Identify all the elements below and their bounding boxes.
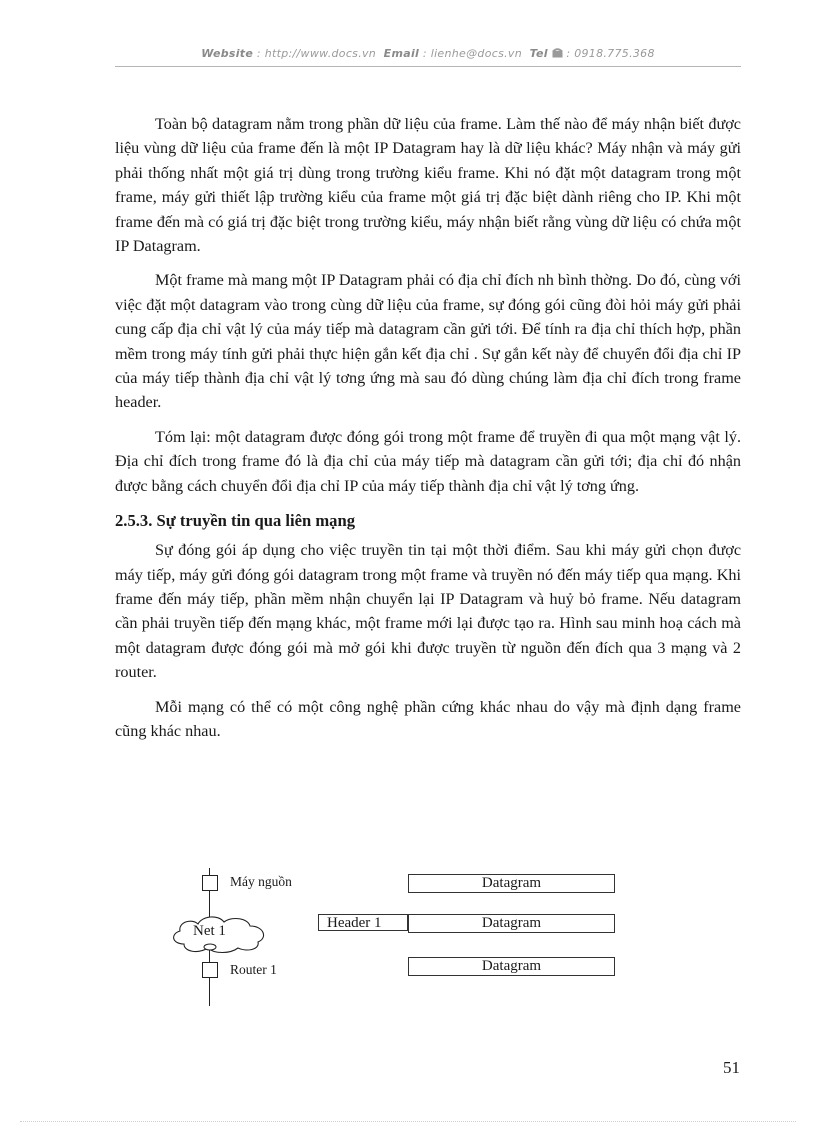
page-number: 51 bbox=[723, 1058, 740, 1077]
page-content bbox=[115, 112, 741, 753]
section-heading: 2.5.3. Sự truyền tin qua liên mạng bbox=[115, 511, 356, 531]
datagram-box-1: Datagram bbox=[408, 874, 615, 893]
footer-divider bbox=[20, 1121, 796, 1122]
paragraph-5: Mỗi mạng có thể có một công nghệ phần cứng khác nhau do vậy mà định dạng frame cũng khác nhau. bbox=[115, 697, 741, 740]
email-value: : lienhe@docs.vn bbox=[422, 47, 522, 60]
website-label: Website bbox=[201, 47, 254, 60]
source-host-node bbox=[202, 875, 218, 891]
paragraph-3: Tóm lại: một datagram được đóng gói trong một frame để truyền đi qua một mạng vật lý. Địa chỉ đích trong frame đó là địa chỉ của máy tiếp mà datagram cần gửi tới; địa chỉ đó nhận được bằng cách chuyển đổi địa chỉ IP của máy tiếp thành địa chỉ vật lý tơng ứng. bbox=[115, 427, 741, 495]
datagram-box-2: Datagram bbox=[408, 914, 615, 933]
router-node bbox=[202, 962, 218, 978]
frame-header-box: Header 1 bbox=[318, 914, 408, 931]
email-label: Email bbox=[383, 47, 420, 60]
page-header bbox=[115, 47, 741, 61]
paragraph-4: Sự đóng gói áp dụng cho việc truyền tin tại một thời điểm. Sau khi máy gửi chọn được máy tiếp, máy gửi đóng gói datagram trong một frame và truyền nó đến máy tiếp qua mạng. Khi frame đến máy tiếp, phần mềm nhận chuyển lại IP Datagram và huỷ bỏ frame. Nếu datagram cần phải truyền tiếp đến mạng khác, một frame mới lại được tạo ra. Hình sau minh hoạ cách mà một datagram được đóng gói mà mở gói khi được truyền từ nguồn đến đích qua 3 mạng và 2 router. bbox=[115, 541, 741, 682]
phone-icon bbox=[552, 48, 563, 61]
header-divider bbox=[115, 66, 741, 67]
tel-label: Tel bbox=[529, 47, 548, 60]
datagram-box-3: Datagram bbox=[408, 957, 615, 976]
paragraph-1: Toàn bộ datagram nằm trong phần dữ liệu của frame. Làm thế nào để máy nhận biết được liệu vùng dữ liệu của frame đến là một IP Datagram hay là dữ liệu khác? Máy nhận và máy gửi phải thống nhất một giá trị dùng trong trường kiểu frame. Khi nó đặt một datagram trong một frame, máy gửi thiết lập trường kiểu của frame một giá trị đặc biệt dành riêng cho IP. Khi một frame đến mà có giá trị đặc biệt trong trường kiểu, máy nhận biết rằng vùng dữ liệu có chứa một IP Datagram. bbox=[115, 115, 741, 256]
router-label: Router 1 bbox=[230, 962, 277, 977]
paragraph-2: Một frame mà mang một IP Datagram phải có địa chỉ đích nh bình thờng. Do đó, cùng với việc đặt một datagram vào trong cùng dữ liệu của frame, sự đóng gói cũng đòi hỏi máy gửi phải cung cấp địa chỉ vật lý của máy tiếp mà datagram cần gửi tới. Để tính ra địa chỉ thích hợp, phần mềm trong máy tính gửi phải thực hiện gắn kết địa chỉ . Sự gắn kết này để chuyển đổi địa chỉ IP của máy tiếp thành địa chỉ vật lý tơng ứng mà sau đó dùng chúng làm địa chỉ đích trong frame header. bbox=[115, 271, 741, 412]
tel-value: : 0918.775.368 bbox=[566, 47, 655, 60]
encapsulation-figure bbox=[160, 868, 630, 1010]
source-host-label: Máy nguồn bbox=[230, 874, 292, 889]
website-value: : http://www.docs.vn bbox=[256, 47, 377, 60]
net-label: Net 1 bbox=[193, 923, 226, 939]
